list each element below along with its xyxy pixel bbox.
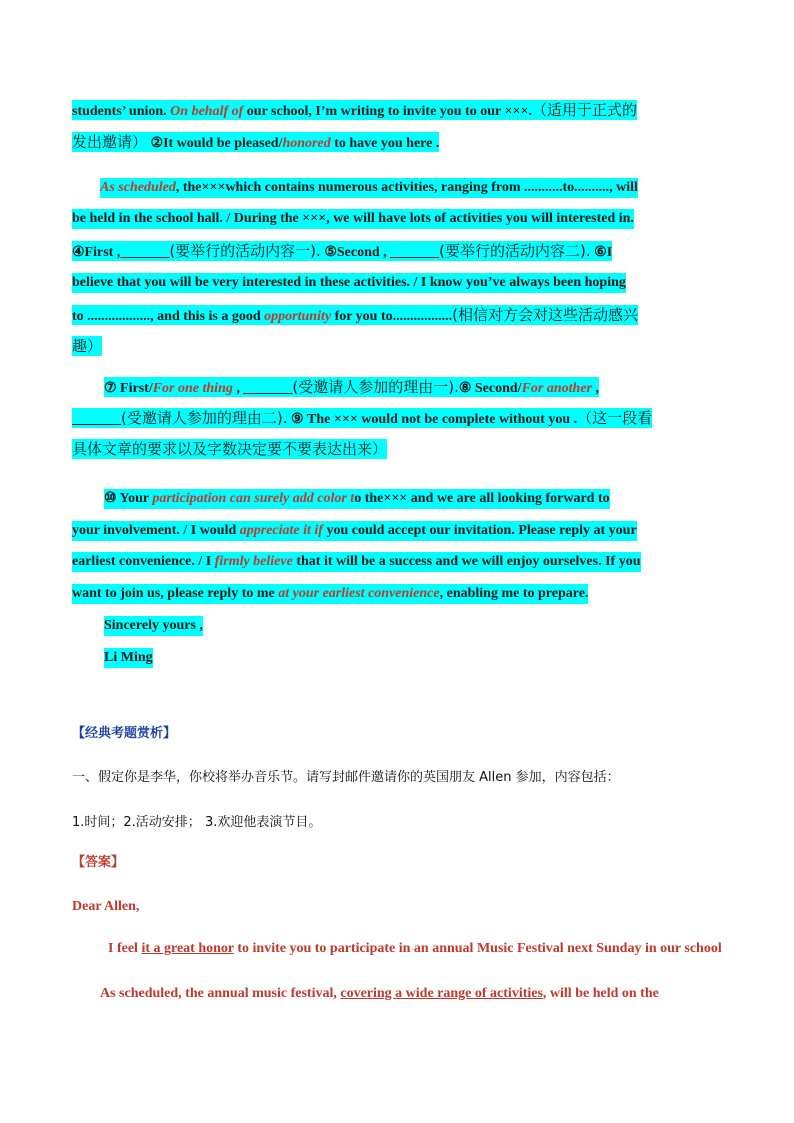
highlight-phrase: appreciate it if xyxy=(239,523,323,538)
answer-salutation: Dear Allen, xyxy=(72,899,140,914)
essay-line-7 xyxy=(72,305,638,325)
highlight-phrase: For one thing xyxy=(152,381,233,396)
text: ⑤Second , _______ xyxy=(320,245,440,260)
text: ⑩ Your xyxy=(104,491,153,506)
text: Li Ming xyxy=(104,650,153,665)
text: ⑥I xyxy=(590,245,613,260)
underlined-phrase: it a great honor xyxy=(141,941,234,956)
essay-line-5 xyxy=(72,241,612,261)
text: students’ union. xyxy=(72,104,171,119)
essay-line-1 xyxy=(72,100,637,120)
chinese-note: （这一段看 xyxy=(577,409,653,427)
underlined-phrase: covering a wide range of activities xyxy=(340,986,543,1001)
text: you could accept our invitation. Please reply at your xyxy=(322,523,637,538)
chinese-note: (相信对方会对这些活动感兴 xyxy=(452,306,638,324)
text: ⑦ First/ xyxy=(104,381,153,396)
text: to invite you to participate in an annual Music Festival next Sunday in our school xyxy=(233,941,722,956)
text: _______ xyxy=(72,412,121,427)
essay-line-12 xyxy=(104,489,610,509)
chinese-note: (受邀请人参加的理由二). xyxy=(121,409,288,427)
requirements-text: 1.时间；2.活动安排； 3.欢迎他表演节目。 xyxy=(72,815,322,830)
chinese-note: 发出邀请） xyxy=(72,133,148,151)
essay-line-11 xyxy=(72,439,387,459)
answer-paragraph-2 xyxy=(100,984,659,1004)
chinese-note: (受邀请人参加的理由一). xyxy=(292,378,459,396)
essay-line-10 xyxy=(72,408,652,428)
text: Sincerely yours , xyxy=(104,618,203,633)
text: that it will be a success and we will enjoy ourselves. If you xyxy=(292,554,641,569)
chinese-note: (要举行的活动内容二). xyxy=(439,242,591,260)
answer-paragraph-1 xyxy=(108,939,722,959)
highlight-phrase: On behalf of xyxy=(170,104,244,119)
text: to .................., and this is a good xyxy=(72,309,265,324)
text: to have you here . xyxy=(330,136,440,151)
essay-line-8 xyxy=(72,336,102,356)
text: , the×××which contains numerous activities, ranging from ...........to.........., will xyxy=(175,180,638,195)
essay-line-3 xyxy=(100,178,638,198)
text: o the××× and we are all looking forward to xyxy=(354,491,610,506)
text: for you to................. xyxy=(331,309,453,324)
text: ⑧ Second/ xyxy=(458,381,522,396)
text: I feel xyxy=(108,941,142,956)
text: , _______ xyxy=(232,381,293,396)
text: your involvement. / I would xyxy=(72,523,240,538)
chinese-note: 趣） xyxy=(72,337,103,355)
signature-name xyxy=(104,648,153,668)
highlight-phrase: honored xyxy=(282,136,331,151)
text: , enabling me to prepare. xyxy=(439,586,589,601)
highlight-phrase: at your earliest convenience xyxy=(278,586,440,601)
highlight-phrase: participation can surely add color t xyxy=(152,491,355,506)
essay-line-2 xyxy=(72,132,439,152)
text: , xyxy=(592,381,599,396)
essay-line-14 xyxy=(72,552,641,572)
text: ⑨ The ××× would not be complete without you . xyxy=(287,412,578,427)
question-text: 一、假定你是李华，你校将举办音乐节。请写封邮件邀请你的英国朋友 Allen 参加，内容包括： xyxy=(72,770,620,785)
highlight-phrase: As scheduled xyxy=(100,180,176,195)
chinese-note: 具体文章的要求以及字数决定要不要表达出来） xyxy=(72,440,388,458)
text: ②It would be pleased/ xyxy=(147,136,283,151)
highlight-phrase: For another xyxy=(521,381,592,396)
highlight-phrase: opportunity xyxy=(264,309,332,324)
text: ④First ,_______ xyxy=(72,245,170,260)
text: our school, I’m writing to invite you to our ×××. xyxy=(243,104,532,119)
text: , will be held on the xyxy=(542,986,659,1001)
highlight-phrase: firmly believe xyxy=(214,554,293,569)
text: be held in the school hall. / During the ×××, we will have lots of activities you will interested in. xyxy=(72,211,634,226)
essay-line-4 xyxy=(72,209,634,229)
text: believe that you will be very interested in these activities. / I know you’ve always been hoping xyxy=(72,275,626,290)
essay-line-13 xyxy=(72,521,637,541)
section-title: 【经典考题赏析】 xyxy=(72,726,177,741)
essay-line-15 xyxy=(72,584,588,604)
essay-line-9 xyxy=(104,377,599,397)
essay-line-6 xyxy=(72,273,626,293)
text: earliest convenience. / I xyxy=(72,554,215,569)
text: want to join us, please reply to me xyxy=(72,586,279,601)
text: As scheduled, the annual music festival, xyxy=(100,986,341,1001)
answer-label: 【答案】 xyxy=(72,855,125,870)
chinese-note: (要举行的活动内容一). xyxy=(169,242,321,260)
chinese-note: （适用于正式的 xyxy=(531,101,637,119)
closing xyxy=(104,616,203,636)
